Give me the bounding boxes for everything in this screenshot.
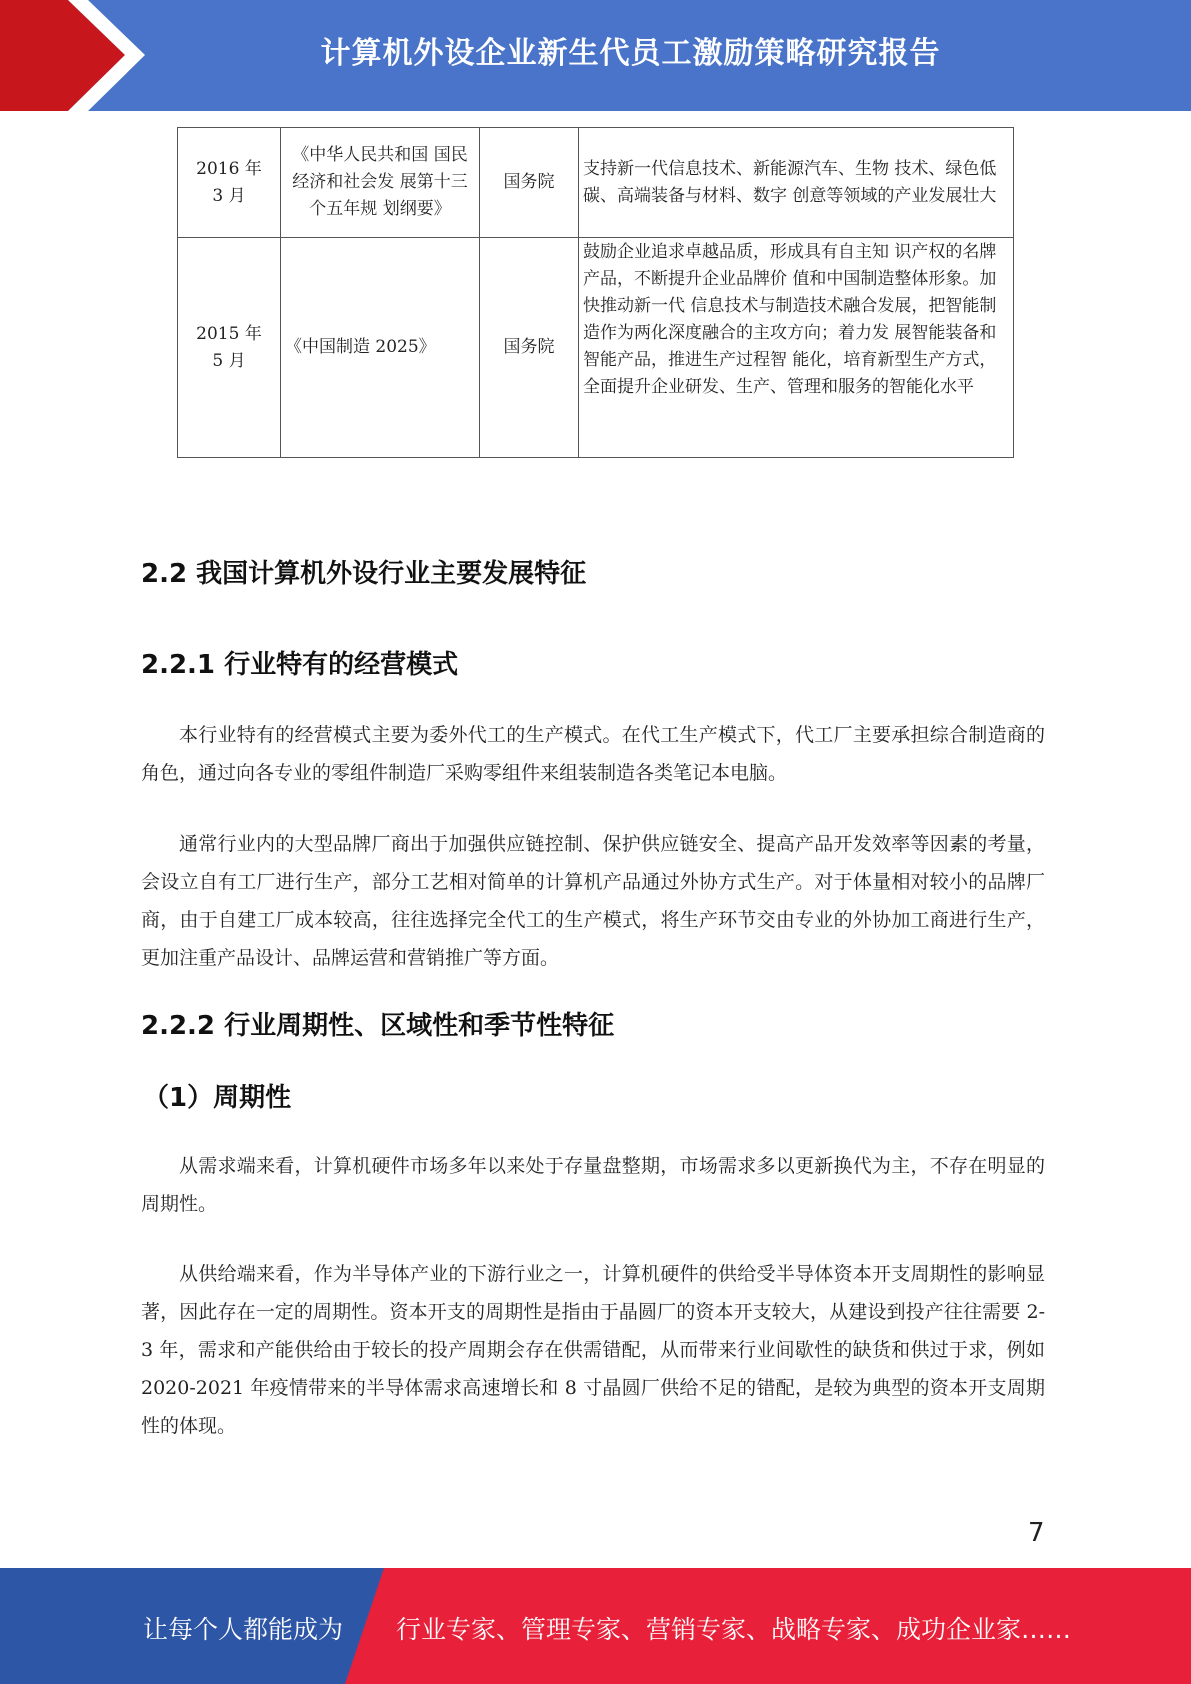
section-heading-2-2: 2.2 我国计算机外设行业主要发展特征 <box>141 559 587 589</box>
table-cell-date: 2016 年 3 月 <box>178 128 281 238</box>
paragraph: 从供给端来看，作为半导体产业的下游行业之一，计算机硬件的供给受半导体资本开支周期性的影响显著，因此存在一定的周期性。资本开支的周期性是指由于晶圆厂的资本开支较大，从建设到投产往往需要 2-3 年，需求和产能供给由于较长的投产周期会存在供需错配，从而带来行业间歇性的缺货和供过于求，例如 2020-2021 年疫情带来的半导体需求高速增长和 8 寸晶圆厂供给不足的错配，是较为典型的资本开支周期性的体现。 <box>141 1263 1045 1437</box>
table-cell-document: 《中华人民共和国 国民经济和社会发 展第十三个五年规 划纲要》 <box>281 128 480 238</box>
table-cell-issuer: 国务院 <box>480 238 579 458</box>
table-cell-content: 鼓励企业追求卓越品质，形成具有自主知 识产权的名牌产品，不断提升企业品牌价 值和中国制造整体形象。加快推动新一代 信息技术与制造技术融合发展，把智能制 造作为两化深度融合的主攻方向；着力发 展智能装备和智能产品，推进生产过程智 能化，培育新型生产方式，全面提升企业研发、生产、管理和服务的智能化水平 <box>579 238 1014 458</box>
table-cell-document: 《中国制造 2025》 <box>281 238 480 458</box>
report-title: 计算机外设企业新生代员工激励策略研究报告 <box>320 36 941 71</box>
footer-slogan-left: 让每个人都能成为 <box>143 1615 344 1644</box>
paragraph: 通常行业内的大型品牌厂商出于加强供应链控制、保护供应链安全、提高产品开发效率等因素的考量，会设立自有工厂进行生产，部分工艺相对简单的计算机产品通过外协方式生产。对于体量相对较小的品牌厂商，由于自建工厂成本较高，往往选择完全代工的生产模式，将生产环节交由专业的外协加工商进行生产，更加注重产品设计、品牌运营和营销推广等方面。 <box>141 833 1045 969</box>
subheading-cyclicality: （1）周期性 <box>143 1083 292 1113</box>
paragraph: 本行业特有的经营模式主要为委外代工的生产模式。在代工生产模式下，代工厂主要承担综合制造商的角色，通过向各专业的零组件制造厂采购零组件来组装制造各类笔记本电脑。 <box>141 724 1045 784</box>
section-heading-2-2-1: 2.2.1 行业特有的经营模式 <box>141 650 459 680</box>
table-cell-content: 支持新一代信息技术、新能源汽车、生物 技术、绿色低碳、高端装备与材料、数字 创意等领域的产业发展壮大 <box>579 128 1014 238</box>
paragraph: 从需求端来看，计算机硬件市场多年以来处于存量盘整期，市场需求多以更新换代为主，不存在明显的周期性。 <box>141 1155 1045 1215</box>
page-header <box>0 0 1191 111</box>
table-row <box>178 238 1014 458</box>
table-cell-date: 2015 年 5 月 <box>178 238 281 458</box>
footer-slogan-right: 行业专家、管理专家、营销专家、战略专家、成功企业家…… <box>396 1615 1072 1644</box>
table-cell-issuer: 国务院 <box>480 128 579 238</box>
policy-table <box>177 127 1014 458</box>
page-footer <box>0 1568 1191 1684</box>
section-heading-2-2-2: 2.2.2 行业周期性、区域性和季节性特征 <box>141 1011 615 1041</box>
page-number: 7 <box>1028 1518 1045 1548</box>
table-row <box>178 128 1014 238</box>
